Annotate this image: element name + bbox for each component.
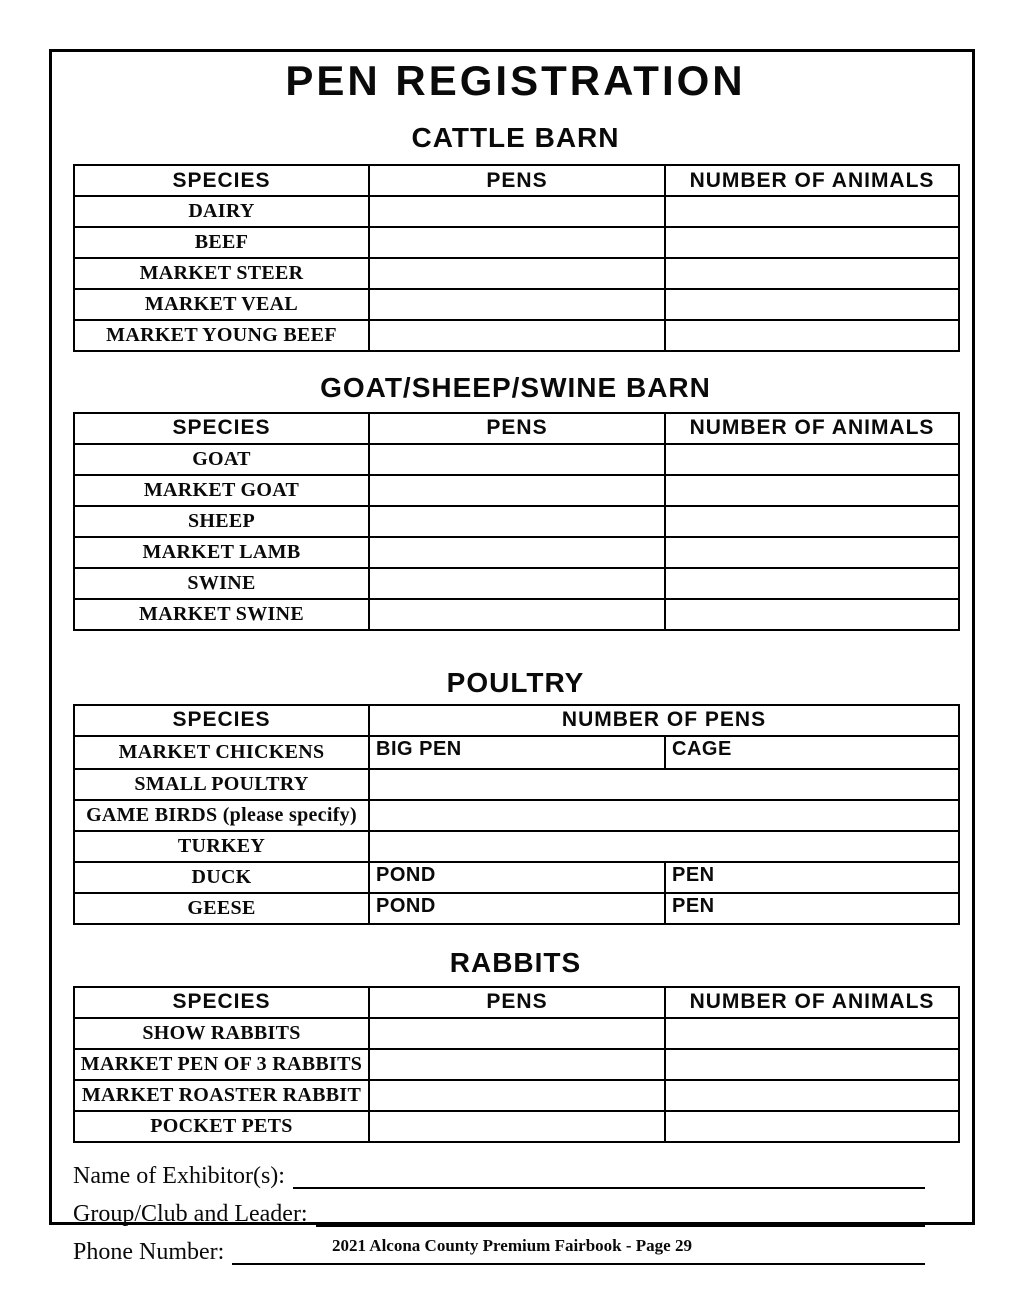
pens-input-cell[interactable] bbox=[369, 769, 959, 800]
pens-input-cell[interactable] bbox=[369, 1018, 665, 1049]
rabbits-table bbox=[73, 986, 960, 1143]
table-row bbox=[74, 227, 959, 258]
group-club-leader-field[interactable] bbox=[316, 1201, 925, 1227]
species-label: MARKET VEAL bbox=[74, 289, 369, 320]
species-label: MARKET SWINE bbox=[74, 599, 369, 630]
animals-input-cell[interactable] bbox=[665, 444, 959, 475]
big-pen-input-cell[interactable]: BIG PEN bbox=[369, 736, 665, 769]
species-label: GAME BIRDS (please specify) bbox=[74, 800, 369, 831]
animals-input-cell[interactable] bbox=[665, 568, 959, 599]
page-title: PEN REGISTRATION bbox=[285, 57, 746, 104]
table-row bbox=[74, 1018, 959, 1049]
column-header-number-of-animals: NUMBER OF ANIMALS bbox=[665, 165, 959, 196]
animals-input-cell[interactable] bbox=[665, 258, 959, 289]
species-label: SHEEP bbox=[74, 506, 369, 537]
column-header-species: SPECIES bbox=[74, 165, 369, 196]
species-label: DUCK bbox=[74, 862, 369, 893]
table-row bbox=[74, 1049, 959, 1080]
table-row bbox=[74, 568, 959, 599]
goat-sheep-swine-table bbox=[73, 412, 960, 631]
pens-input-cell[interactable] bbox=[369, 599, 665, 630]
phone-number-label: Phone Number: bbox=[73, 1238, 225, 1265]
table-row bbox=[74, 1080, 959, 1111]
section-heading-poultry: POULTRY bbox=[446, 666, 585, 698]
animals-input-cell[interactable] bbox=[665, 227, 959, 258]
column-header-number-of-pens: NUMBER OF PENS bbox=[369, 705, 959, 736]
column-header-pens: PENS bbox=[369, 987, 665, 1018]
animals-input-cell[interactable] bbox=[665, 1049, 959, 1080]
column-header-pens: PENS bbox=[369, 413, 665, 444]
pens-input-cell[interactable] bbox=[369, 258, 665, 289]
pen-input-cell[interactable]: PEN bbox=[665, 893, 959, 924]
section-heading-goat-sheep-swine-barn: GOAT/SHEEP/SWINE BARN bbox=[320, 372, 711, 404]
column-header-species: SPECIES bbox=[74, 705, 369, 736]
table-row bbox=[74, 196, 959, 227]
species-label: MARKET STEER bbox=[74, 258, 369, 289]
pens-input-cell[interactable] bbox=[369, 1111, 665, 1142]
table-row bbox=[74, 800, 959, 831]
cage-input-cell[interactable]: CAGE bbox=[665, 736, 959, 769]
species-label: MARKET GOAT bbox=[74, 475, 369, 506]
form-row-group-club-leader bbox=[73, 1189, 925, 1227]
pens-input-cell[interactable] bbox=[369, 831, 959, 862]
pens-input-cell[interactable] bbox=[369, 227, 665, 258]
table-row bbox=[74, 862, 959, 893]
species-label: SHOW RABBITS bbox=[74, 1018, 369, 1049]
column-header-number-of-animals: NUMBER OF ANIMALS bbox=[665, 987, 959, 1018]
pond-input-cell[interactable]: POND bbox=[369, 893, 665, 924]
animals-input-cell[interactable] bbox=[665, 537, 959, 568]
table-row bbox=[74, 769, 959, 800]
pens-input-cell[interactable] bbox=[369, 196, 665, 227]
pens-input-cell[interactable] bbox=[369, 444, 665, 475]
exhibitor-name-label: Name of Exhibitor(s): bbox=[73, 1162, 285, 1189]
species-label: MARKET YOUNG BEEF bbox=[74, 320, 369, 351]
table-row bbox=[74, 893, 959, 924]
section-heading-rabbits: RABBITS bbox=[449, 946, 582, 978]
pens-input-cell[interactable] bbox=[369, 320, 665, 351]
table-row bbox=[74, 475, 959, 506]
species-label: BEEF bbox=[74, 227, 369, 258]
species-label: POCKET PETS bbox=[74, 1111, 369, 1142]
table-row bbox=[74, 444, 959, 475]
table-header-row bbox=[74, 165, 959, 196]
species-label: MARKET ROASTER RABBIT bbox=[74, 1080, 369, 1111]
table-row bbox=[74, 258, 959, 289]
table-row bbox=[74, 537, 959, 568]
pens-input-cell[interactable] bbox=[369, 506, 665, 537]
species-label: GOAT bbox=[74, 444, 369, 475]
animals-input-cell[interactable] bbox=[665, 475, 959, 506]
column-header-species: SPECIES bbox=[74, 413, 369, 444]
pens-input-cell[interactable] bbox=[369, 1080, 665, 1111]
animals-input-cell[interactable] bbox=[665, 599, 959, 630]
animals-input-cell[interactable] bbox=[665, 320, 959, 351]
exhibitor-name-field[interactable] bbox=[293, 1163, 925, 1189]
form-row-exhibitor-name bbox=[73, 1151, 925, 1189]
table-row bbox=[74, 289, 959, 320]
animals-input-cell[interactable] bbox=[665, 196, 959, 227]
section-heading-cattle-barn: CATTLE BARN bbox=[411, 122, 620, 154]
species-label: MARKET PEN OF 3 RABBITS bbox=[74, 1049, 369, 1080]
animals-input-cell[interactable] bbox=[665, 1111, 959, 1142]
table-header-row bbox=[74, 413, 959, 444]
cattle-table bbox=[73, 164, 960, 352]
pens-input-cell[interactable] bbox=[369, 568, 665, 599]
table-row bbox=[74, 320, 959, 351]
group-club-leader-label: Group/Club and Leader: bbox=[73, 1200, 308, 1227]
table-header-row bbox=[74, 705, 959, 736]
species-label: MARKET LAMB bbox=[74, 537, 369, 568]
poultry-table bbox=[73, 704, 960, 925]
pens-input-cell[interactable] bbox=[369, 475, 665, 506]
table-row bbox=[74, 1111, 959, 1142]
pond-input-cell[interactable]: POND bbox=[369, 862, 665, 893]
table-row bbox=[74, 599, 959, 630]
table-row bbox=[74, 736, 959, 769]
species-label: TURKEY bbox=[74, 831, 369, 862]
column-header-pens: PENS bbox=[369, 165, 665, 196]
pens-input-cell[interactable] bbox=[369, 1049, 665, 1080]
species-label: SMALL POULTRY bbox=[74, 769, 369, 800]
species-label: DAIRY bbox=[74, 196, 369, 227]
species-label: SWINE bbox=[74, 568, 369, 599]
table-header-row bbox=[74, 987, 959, 1018]
species-label: GEESE bbox=[74, 893, 369, 924]
column-header-species: SPECIES bbox=[74, 987, 369, 1018]
page-footer: 2021 Alcona County Premium Fairbook - Page 29 bbox=[332, 1236, 692, 1255]
table-row bbox=[74, 506, 959, 537]
pens-input-cell[interactable] bbox=[369, 537, 665, 568]
column-header-number-of-animals: NUMBER OF ANIMALS bbox=[665, 413, 959, 444]
pen-input-cell[interactable]: PEN bbox=[665, 862, 959, 893]
animals-input-cell[interactable] bbox=[665, 289, 959, 320]
animals-input-cell[interactable] bbox=[665, 1018, 959, 1049]
species-label: MARKET CHICKENS bbox=[74, 736, 369, 769]
animals-input-cell[interactable] bbox=[665, 506, 959, 537]
pens-input-cell[interactable] bbox=[369, 289, 665, 320]
animals-input-cell[interactable] bbox=[665, 1080, 959, 1111]
table-row bbox=[74, 831, 959, 862]
pens-input-cell[interactable] bbox=[369, 800, 959, 831]
